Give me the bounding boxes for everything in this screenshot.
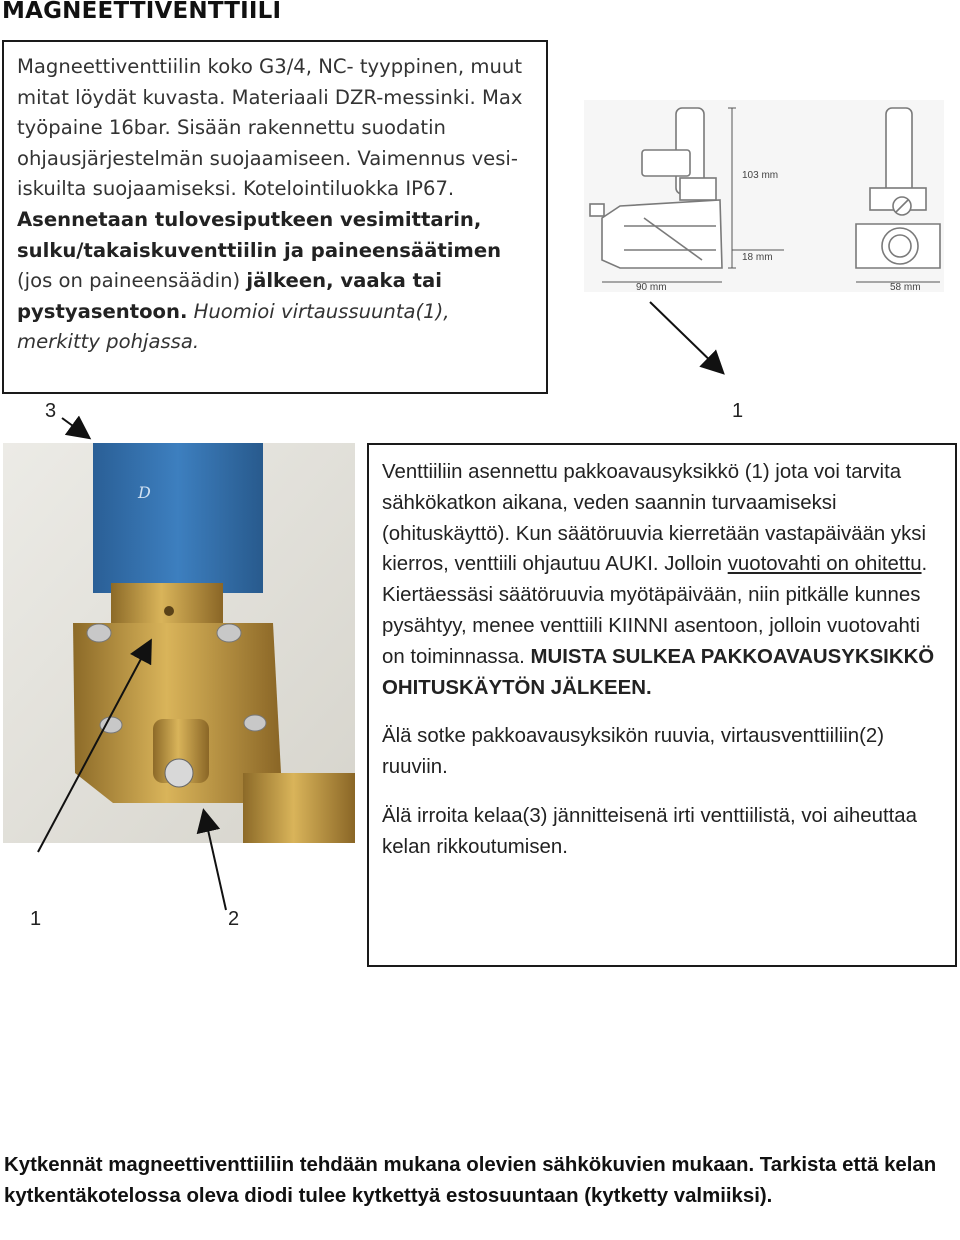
dim-label-90: 90 mm (636, 282, 667, 292)
spec-text-position-bold: jälkeen, vaaka tai pystyasentoon. (17, 269, 442, 323)
valve-dimension-diagram (584, 100, 944, 292)
coil-housing-side (642, 150, 690, 176)
coil-blue (93, 443, 263, 593)
dim-label-103: 103 mm (742, 170, 779, 181)
arrow-3 (62, 418, 88, 437)
footer-note: Kytkennät magneettiventtiiliin tehdään mukana olevien sähkökuvien mukaan. Tarkista että kelan kytkentäkotelossa oleva diodi tulee kytkettyä estosuuntaan (kytketty valmiiksi). (4, 1154, 937, 1207)
arrow-to-diagram (650, 302, 722, 372)
body-side (602, 200, 722, 268)
page-title: MAGNEETTIVENTTIILI (2, 0, 282, 24)
spec-box (2, 40, 548, 394)
callout-number-1-top: 1 (732, 400, 744, 422)
callout-number-3: 3 (45, 400, 57, 422)
fitting-side (590, 204, 604, 216)
bolt-right (217, 624, 241, 642)
override-text-c: Kiertäessäsi säätöruuvia myötäpäivään, niin pitkälle kunnes pysähtyy, menee venttiili KIINNI asentoon, jolloin vuotovahti on toiminnassa. (382, 584, 921, 668)
dim-label-58: 58 mm (890, 282, 921, 292)
spec-text-flow-note: Huomioi virtaussuunta(1), merkitty pohjassa. (17, 299, 450, 354)
brand-mark-graphic: D (138, 483, 151, 502)
bolt-lower-left (100, 717, 122, 733)
spec-text-regulator: (jos on paineensäädin) (17, 269, 247, 293)
callout-number-1-bottom: 1 (30, 908, 42, 930)
flow-screw-hole (164, 606, 174, 616)
bolt-lower-right (244, 715, 266, 731)
valve-photo (3, 443, 355, 843)
instructions-paragraph-coil: Älä irroita kelaa(3) jännitteisenä irti venttiilistä, voi aiheuttaa kelan rikkoutumisen. (382, 804, 917, 858)
coil-tube-front (886, 108, 912, 200)
override-text-a: Venttiiliin asennettu pakkoavausyksikkö (1) jota voi tarvita sähkökatkon aikana, veden saannin turvaamiseksi (ohituskäyttö). Kun säätöruuvia kierretään vastapäivään yksi kierros, venttiili ohjautuu AUKI. Jolloin (382, 461, 927, 576)
instructions-paragraph-override (382, 457, 945, 703)
callout-number-2-bottom: 2 (228, 908, 240, 930)
override-screw (165, 759, 193, 787)
bonnet-side (680, 178, 716, 200)
override-warning-bold: MUISTA SULKEA PAKKOAVAUSYKSIKKÖ OHITUSKÄYTÖN JÄLKEEN. (382, 645, 935, 699)
instructions-box (367, 443, 957, 967)
override-text-b: . (921, 553, 928, 576)
bolt-left (87, 624, 111, 642)
dim-label-18: 18 mm (742, 252, 773, 263)
spec-text-intro: Magneettiventtiilin koko G3/4, NC- tyyppinen, muut mitat löydät kuvasta. Materiaali DZR-messinki. Max työpaine 16bar. Sisään rakennettu suodatin ohjausjärjestelmän suojaamiseen. Vaimennus vesi-iskuilta suojaamiseksi. Kotelointiluokka IP67. (17, 55, 523, 201)
spec-text-install-bold: Asennetaan tulovesiputkeen vesimittarin, sulku/takaiskuventtiilin ja paineensäätimen (17, 207, 502, 262)
instructions-paragraph-screw: Älä sotke pakkoavausyksikön ruuvia, virtausventtiiliin(2) ruuviin. (382, 725, 885, 779)
pipe-connection (243, 773, 355, 843)
port-inner (889, 235, 911, 257)
override-underlined-text: vuotovahti on ohitettu (727, 553, 922, 576)
